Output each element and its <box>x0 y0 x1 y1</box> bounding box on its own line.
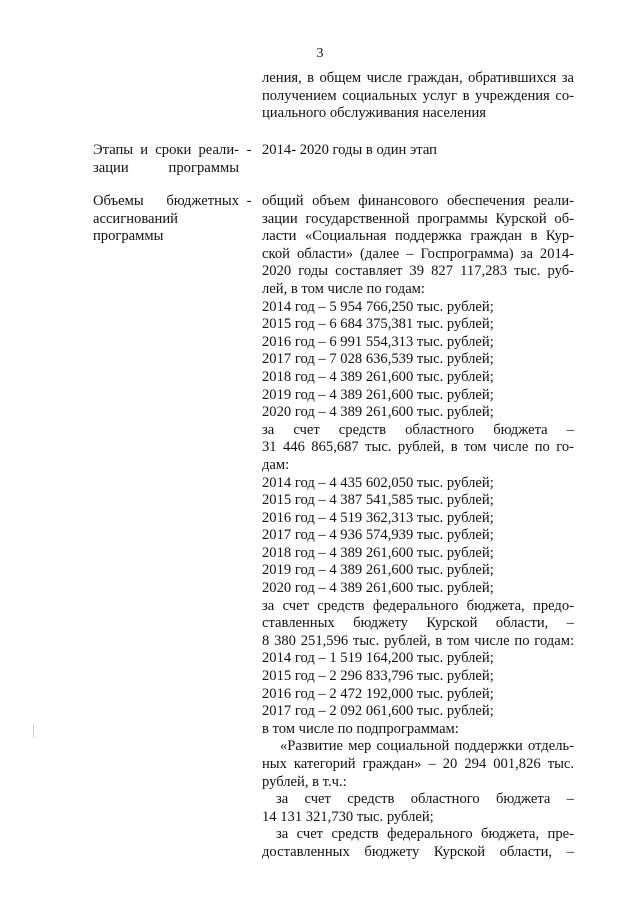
text-line: за счет средств областного бюджета – <box>276 791 574 808</box>
text-line: 2016 год – 4 519 362,313 тыс. рублей; <box>262 509 494 526</box>
separator-dash: - <box>246 142 252 158</box>
text-line: 2015 год – 4 387 541,585 тыс. рублей; <box>262 492 494 509</box>
text-line: зации государственной программы Курской об- <box>262 210 574 227</box>
text-line: 2014 год – 4 435 602,050 тыс. рублей; <box>262 474 494 491</box>
label-line: программы <box>93 228 164 245</box>
text-line: 31 446 865,687 тыс. рублей, в том числе по го- <box>262 439 574 456</box>
text-line: «Развитие мер социальной поддержки отдель- <box>280 738 574 755</box>
text-line: ставленных бюджету Курской области, – <box>262 615 574 632</box>
stages-value <box>262 142 574 160</box>
label-line: Объемы бюджетных <box>93 193 239 209</box>
text-line: 2016 год – 2 472 192,000 тыс. рублей; <box>262 685 494 702</box>
text-line: ных категорий граждан» – 20 294 001,826 тыс. <box>262 756 574 772</box>
text-line: 2015 год – 2 296 833,796 тыс. рублей; <box>262 668 494 685</box>
text-line: лей, в том числе по годам: <box>262 280 425 297</box>
label-line: зации программы <box>93 159 239 176</box>
margin-mark <box>33 724 34 738</box>
text-line: 2017 год – 2 092 061,600 тыс. рублей; <box>262 703 494 720</box>
text-line: 2015 год – 6 684 375,381 тыс. рублей; <box>262 316 494 333</box>
text-line: доставленных бюджету Курской области, – <box>262 843 574 860</box>
text-line: 2020 годы составляет 39 827 117,283 тыс. руб- <box>262 263 574 280</box>
text-line: ления, в общем числе граждан, обратившихся за <box>262 70 574 86</box>
text-line: 2019 год – 4 389 261,600 тыс. рублей; <box>262 386 494 403</box>
text-line: 2014 год – 5 954 766,250 тыс. рублей; <box>262 298 494 315</box>
text-line: общий объем финансового обеспечения реали- <box>262 193 574 209</box>
text-line: 2020 год – 4 389 261,600 тыс. рублей; <box>262 580 494 597</box>
label-line: ассигнований <box>93 210 178 227</box>
text-line: 2020 год – 4 389 261,600 тыс. рублей; <box>262 404 494 421</box>
text-line: 2016 год – 6 991 554,313 тыс. рублей; <box>262 333 494 350</box>
text-line: ской области» (далее – Госпрограмма) за 2014- <box>262 245 574 262</box>
text-line: рублей, в т.ч.: <box>262 773 347 790</box>
label-line: Этапы и сроки реали- <box>93 142 239 158</box>
text-line: 2017 год – 4 936 574,939 тыс. рублей; <box>262 527 494 544</box>
stages-label <box>93 142 239 177</box>
text-line: за счет средств федерального бюджета, пре- <box>276 826 574 843</box>
text-line: 2019 год – 4 389 261,600 тыс. рублей; <box>262 562 494 579</box>
text-line: 2017 год – 7 028 636,539 тыс. рублей; <box>262 351 494 368</box>
continuation-text <box>262 70 574 123</box>
budget-label <box>93 193 239 246</box>
text-line: 2018 год – 4 389 261,600 тыс. рублей; <box>262 544 494 561</box>
separator-dash: - <box>246 193 252 209</box>
text-line: в том числе по подпрограммам: <box>262 720 459 737</box>
text-line: 2014 год – 1 519 164,200 тыс. рублей; <box>262 650 494 667</box>
text-line: дам: <box>262 456 290 473</box>
text-line: за счет средств федерального бюджета, предо- <box>262 597 574 614</box>
text-line: циального обслуживания населения <box>262 105 486 122</box>
budget-text <box>262 193 574 862</box>
text-line: 14 131 321,730 тыс. рублей; <box>262 808 434 825</box>
text-line: 2014- 2020 годы в один этап <box>262 142 437 158</box>
text-line: 8 380 251,596 тыс. рублей, в том числе по годам: <box>262 632 574 649</box>
page-number: 3 <box>316 46 324 61</box>
text-line: за счет средств областного бюджета – <box>262 421 574 438</box>
text-line: получением социальных услуг в учреждения со- <box>262 87 574 104</box>
text-line: ласти «Социальная поддержка граждан в Кур- <box>262 228 574 245</box>
text-line: 2018 год – 4 389 261,600 тыс. рублей; <box>262 368 494 385</box>
